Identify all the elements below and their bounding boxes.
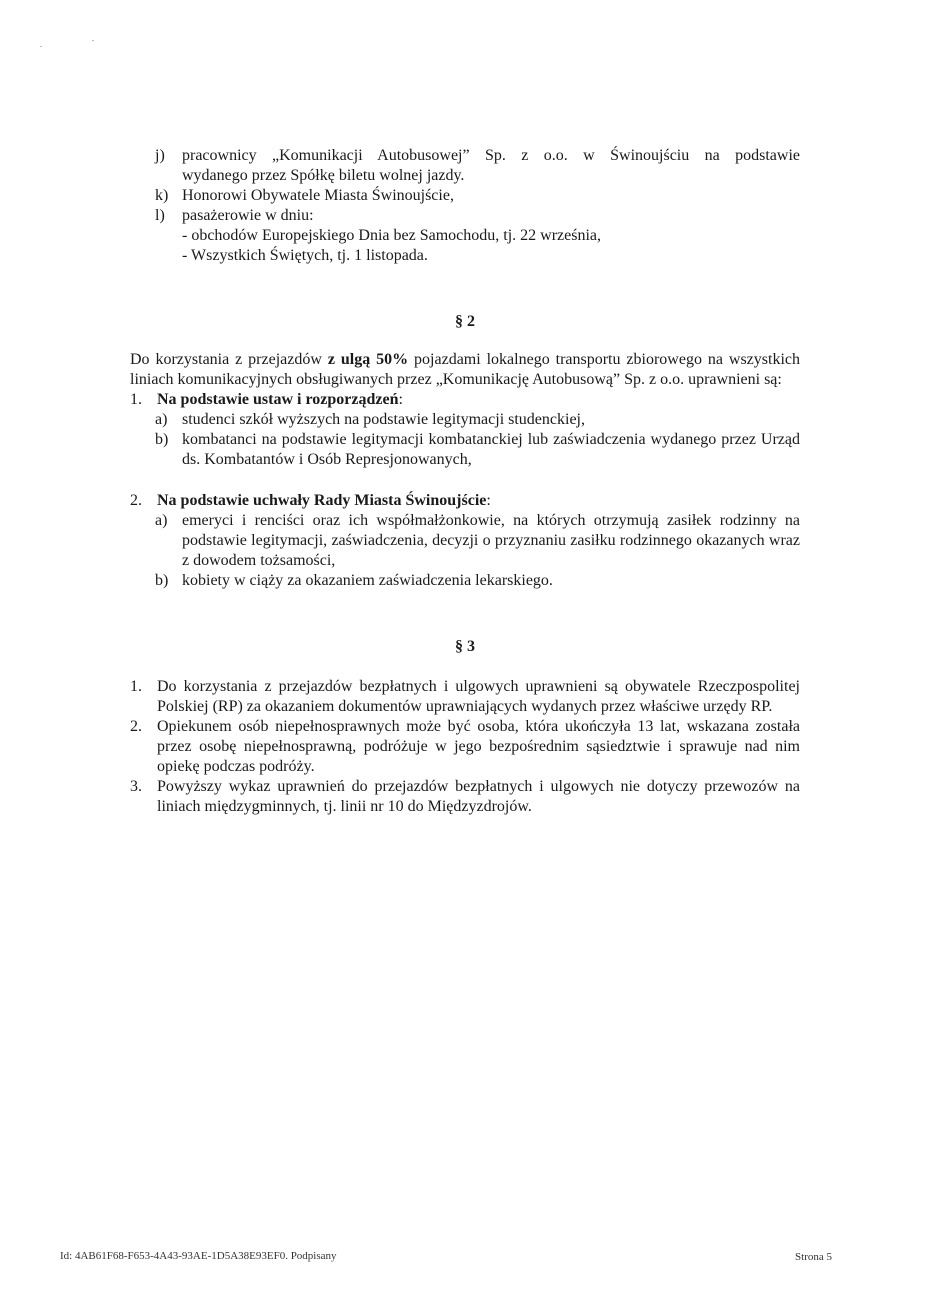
sub-item-b xyxy=(155,571,800,591)
list-text: emeryci i renciści oraz ich współmałżonkowie, na których otrzymują zasiłek rodzinny na podstawie legitymacji, zaświadczenia, decyzji o przyznaniu zasiłku rodzinnego okazanych wraz z dowodem tożsamości, xyxy=(182,512,800,569)
section-1-tail xyxy=(130,146,800,266)
list-text: Opiekunem osób niepełnosprawnych może być osoba, która ukończyła 13 lat, wskazana została przez osobę niepełnosprawną, podróżuje w jego bezpośrednim sąsiedztwie i sprawuje nad nim opiekę podczas podróży. xyxy=(157,718,800,775)
item-heading: Na podstawie uchwały Rady Miasta Świnoujście xyxy=(157,492,487,509)
list-item-l xyxy=(155,206,800,226)
list-marker: 1. xyxy=(130,678,142,695)
section-2-intro xyxy=(130,350,800,390)
intro-text: Do korzystania z przejazdów xyxy=(130,351,328,368)
list-marker: b) xyxy=(155,572,169,589)
numbered-item-1 xyxy=(130,390,800,410)
sub-item-b xyxy=(155,430,800,470)
section-2-body xyxy=(130,350,800,591)
list-marker: j) xyxy=(155,147,165,164)
list-text: Honorowi Obywatele Miasta Świnoujście, xyxy=(182,187,454,204)
list-marker: l) xyxy=(155,207,165,224)
colon: : xyxy=(398,391,403,408)
list-text: pasażerowie w dniu: xyxy=(182,207,314,224)
sub-item-a xyxy=(155,410,800,430)
list-marker: 3. xyxy=(130,778,142,795)
page-number: Strona 5 xyxy=(795,1251,832,1263)
list-marker: k) xyxy=(155,187,169,204)
list-text: studenci szkół wyższych na podstawie legitymacji studenckiej, xyxy=(182,411,585,428)
list-text: kobiety w ciąży za okazaniem zaświadczenia lekarskiego. xyxy=(182,572,553,589)
list-text: pracownicy „Komunikacji Autobusowej” Sp. z o.o. w Świnoujściu na podstawie xyxy=(182,147,800,164)
numbered-item-1 xyxy=(130,677,800,717)
list-marker: b) xyxy=(155,431,169,448)
list-text: Powyższy wykaz uprawnień do przejazdów bezpłatnych i ulgowych nie dotyczy przewozów na liniach międzygminnych, tj. linii nr 10 do Międzyzdrojów. xyxy=(157,778,800,815)
numbered-item-3 xyxy=(130,777,800,817)
list-dash-item: - obchodów Europejskiego Dnia bez Samochodu, tj. 22 września, xyxy=(182,227,602,244)
scan-speck xyxy=(40,46,42,47)
list-marker: a) xyxy=(155,512,168,529)
section-heading: § 3 xyxy=(455,638,475,655)
section-heading: § 2 xyxy=(455,313,475,330)
sub-item-a xyxy=(155,511,800,571)
document-id-footer: Id: 4AB61F68-F653-4A43-93AE-1D5A38E93EF0. Podpisany xyxy=(60,1250,337,1262)
list-text: wydanego przez Spółkę biletu wolnej jazdy. xyxy=(182,167,465,184)
intro-emphasis: z ulgą 50% xyxy=(327,351,409,368)
list-marker: 2. xyxy=(130,718,142,735)
item-heading: Na podstawie ustaw i rozporządzeń xyxy=(157,391,399,408)
intro-text: pojazdami lokalnego transportu zbiorowego na wszystkich liniach komunikacyjnych obsługiwanych przez „Komunikację Autobusową” Sp. z o.o. uprawnieni są: xyxy=(130,351,800,388)
list-item-k xyxy=(155,186,800,206)
numbered-item-2 xyxy=(130,491,800,511)
list-marker: 1. xyxy=(130,391,142,408)
section-3-body xyxy=(130,677,800,817)
list-marker: 2. xyxy=(130,492,142,509)
list-marker: a) xyxy=(155,411,168,428)
scan-speck xyxy=(92,40,94,41)
list-item-j xyxy=(155,146,800,186)
list-text: kombatanci na podstawie legitymacji kombatanckiej lub zaświadczenia wydanego przez Urząd ds. Kombatantów i Osób Represjonowanych, xyxy=(182,431,800,468)
numbered-item-2 xyxy=(130,717,800,777)
list-dash-item: - Wszystkich Świętych, tj. 1 listopada. xyxy=(182,247,428,264)
colon: : xyxy=(486,492,491,509)
list-text: Do korzystania z przejazdów bezpłatnych i ulgowych uprawnieni są obywatele Rzeczpospolitej Polskiej (RP) za okazaniem dokumentów uprawniających wydanych przez właściwe urzędy RP. xyxy=(157,678,800,715)
